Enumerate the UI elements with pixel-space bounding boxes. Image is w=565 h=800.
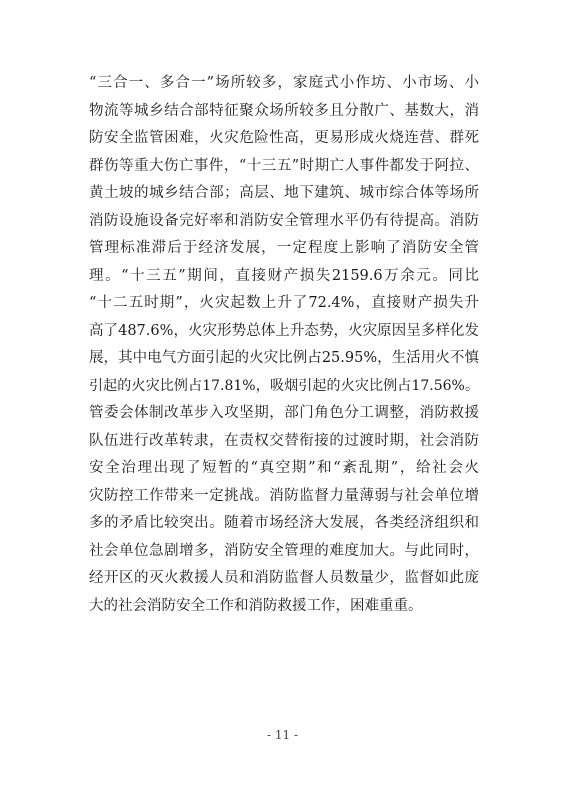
text-line: 管理标准滞后于经济发展，一定程度上影响了消防安全管 [89,240,479,256]
text-line: “三合一、多合一”场所较多，家庭式小作坊、小市场、小 [89,75,479,91]
text-line: 防安全监管困难，火灾危险性高，更易形成火烧连营、群死 [89,130,479,146]
text-line: 引起的火灾比例占17.81%，吸烟引起的火灾比例占17.56%。 [89,377,479,394]
text-line: 理。“十三五”期间，直接财产损失2159.6万余元。同比 [89,267,479,284]
text-line: 队伍进行改革转隶，在责权交替衔接的过渡时期，社会消防 [89,432,479,449]
text-line: 群伤等重大伤亡事件，“十三五”时期亡人事件都发于阿拉、 [89,157,479,174]
text-line: 物流等城乡结合部特征聚众场所较多且分散广、基数大，消 [89,102,479,119]
page-number: - 11 - [266,728,298,742]
text-line: 社会单位急剧增多，消防安全管理的难度加大。与此同时， [89,542,479,559]
body-paragraph [89,70,479,620]
text-line: 展，其中电气方面引起的火灾比例占25.95%，生活用火不慎 [89,350,479,366]
text-line: 经开区的灭火救援人员和消防监督人员数量少，监督如此庞 [89,570,479,586]
text-line: 黄土坡的城乡结合部；高层、地下建筑、城市综合体等场所 [89,185,479,201]
text-line: 安全治理出现了短暂的“真空期”和“紊乱期”，给社会火 [89,460,479,476]
text-line: 管委会体制改革步入攻坚期，部门角色分工调整，消防救援 [89,405,479,421]
text-line: 灾防控工作带来一定挑战。消防监督力量薄弱与社会单位增 [89,487,479,504]
text-line: 多的矛盾比较突出。随着市场经济大发展，各类经济组织和 [89,515,479,531]
text-line: “十二五时期”，火灾起数上升了72.4%，直接财产损失升 [89,295,479,311]
text-line: 高了487.6%，火灾形势总体上升态势，火灾原因呈多样化发 [89,322,479,339]
text-line: 大的社会消防安全工作和消防救援工作，困难重重。 [89,597,423,614]
text-line: 消防设施设备完好率和消防安全管理水平仍有待提高。消防 [89,212,479,229]
